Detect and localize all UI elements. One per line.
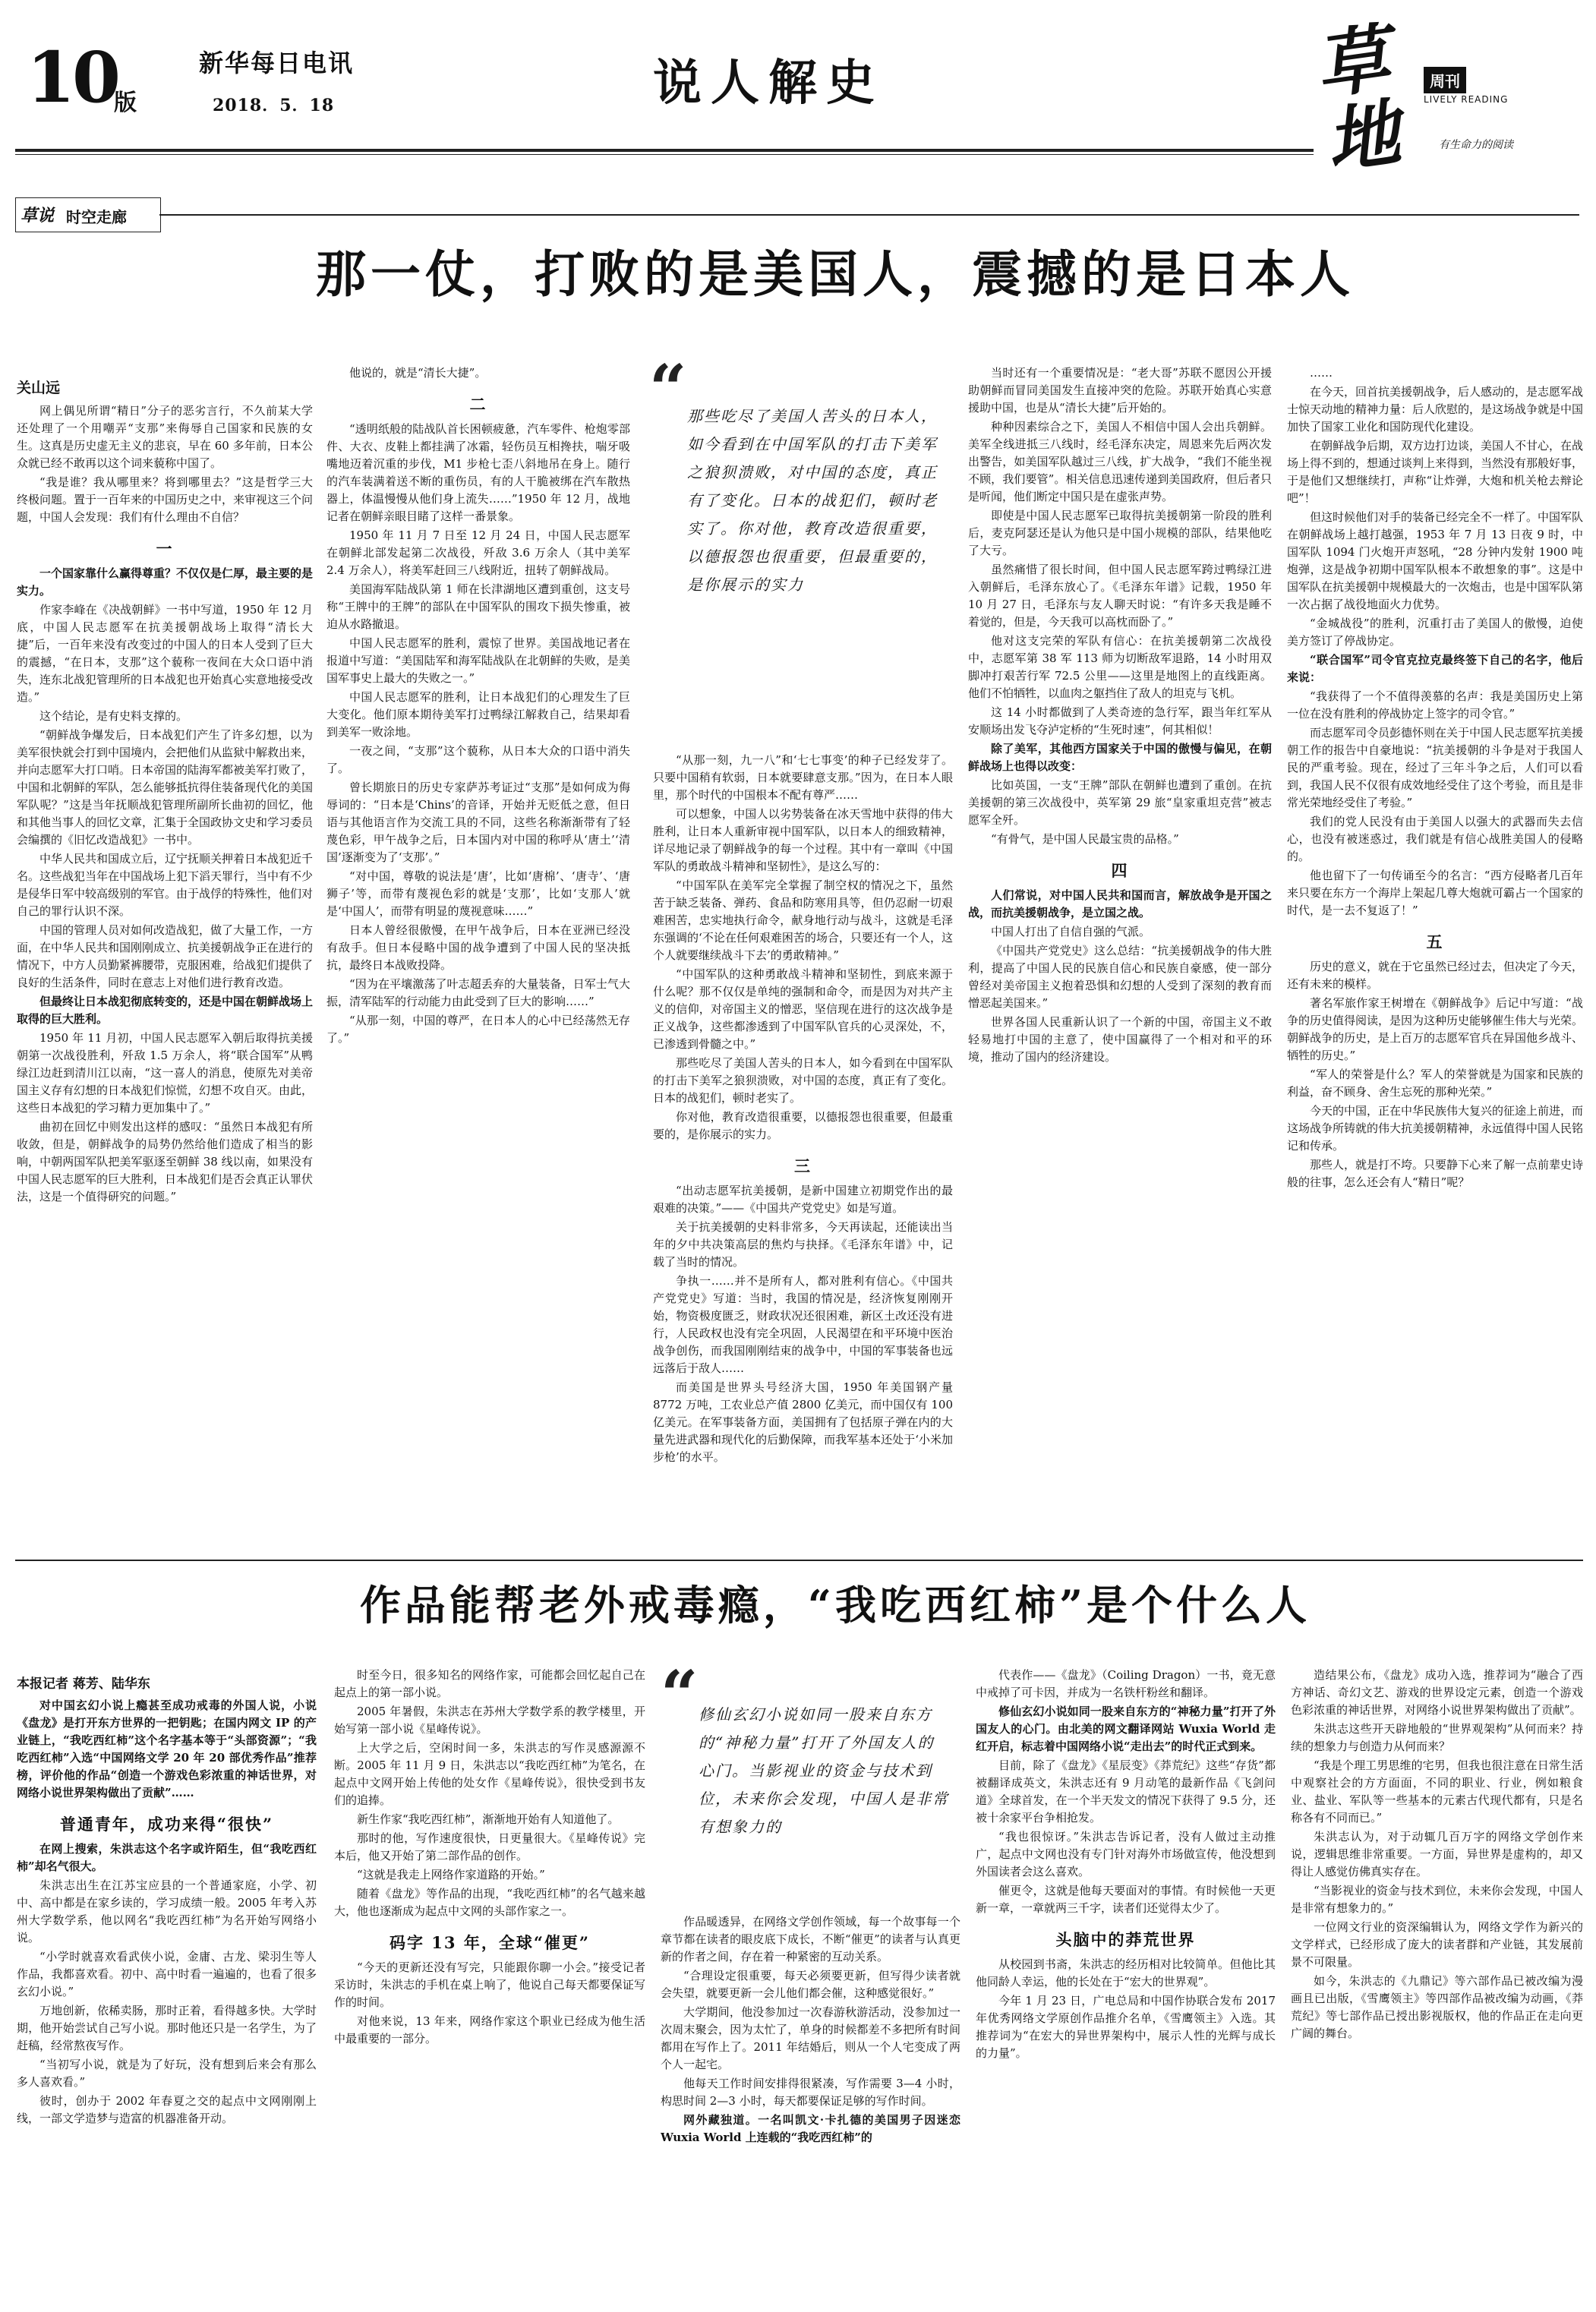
article2-paragraph: “合理设定很重要，每天必须要更新，但写得少读者就会失望，就要更新一会儿他们都会催，这种感觉很好。” — [661, 1969, 960, 2000]
article2-column-5 — [1291, 1667, 1583, 2297]
article2-paragraph: 随着《盘龙》等作品的出现，“我吃西红柿”的名气越来越大，他也逐渐成为起点中文网的头部作家之一。 — [334, 1887, 645, 1918]
article1-paragraph: 这 14 小时都做到了人类奇迹的急行军，跟当年红军从安顺场出发飞夺泸定桥的“生死时速”，何其相似！ — [968, 705, 1272, 736]
article2-paragraph: 造结果公布，《盘龙》成功入选，推荐词为“融合了西方神话、奇幻文艺、游戏的世界设定元素，创造一个游戏色彩浓重的神话世界，对网络小说世界架构做出了贡献”。 — [1291, 1668, 1583, 1717]
header-rule-thin — [15, 154, 1314, 155]
article1-lead: 人们常说，对中国人民共和国而言，解放战争是开国之战，而抗美援朝战争，是立国之战。 — [968, 888, 1272, 919]
article2-column-3 — [661, 1913, 960, 2297]
article2-subheading: 码字 13 年，全球“催更” — [389, 1933, 590, 1952]
paper-name: 新华每日电讯 — [199, 49, 355, 77]
article1-paragraph: 而美国是世界头号经济大国，1950 年美国钢产量 8772 万吨，工农业总产值 2800 亿美元，而中国仅有 100 亿美元。在军事装备方面，美国拥有了包括原子弹在内的大量先进武器和现代化的后勤保障，而我军基本还处于‘小米加步枪’的水平。 — [653, 1380, 953, 1464]
article1-paragraph: “有骨气，是中国人民最宝贵的品格。” — [991, 832, 1179, 846]
article2-paragraph: 作品暖透异，在网络文学创作领域，每一个故事每一个章节都在读者的眼皮底下成长，不断“催更”的读者与认真更新的作者之间，存在着一种紧密的互动关系。 — [661, 1915, 960, 1963]
article1-paragraph: 但这时候他们对手的装备已经完全不一样了。中国军队在朝鲜战场上越打越强，1953 年 7 月 13 日夜 9 时，中国军队 1094 门火炮开声怒吼，“28 分钟内发射 1900 吨炮弹，这是战争初期中国军队根本不敢想象的事”。这是中国军队在抗美援朝中规模最大的一次炮击，也是中国军队第一次占据了战役地面火力优势。 — [1287, 510, 1583, 611]
article2-paragraph: “今天的更新还没有写完，只能跟你聊一小会。”接受记者采访时，朱洪志的手机在桌上响了，他说自己每天都要保证写作的时间。 — [334, 1960, 645, 2009]
section-numeral: 五 — [1426, 932, 1444, 951]
article2-column-2 — [334, 1667, 645, 2297]
article1-paragraph: “透明纸般的陆战队首长困顿疲惫，汽车零件、枪炮零部件、大衣、皮鞋上都挂满了冰霜，轻伤员互相搀扶，喘牙吸嘴地迈着沉重的步伐，M1 步枪七歪八斜地吊在身上。随行的汽车装满着送不断的重伤员，有的人干脆被绑在汽车散热器上，体温慢慢从他们身上流失……”1950 年 12 月，战地记者在朝鲜亲眼目睹了这样一番景象。 — [326, 422, 630, 523]
article1-author: 关山远 — [17, 380, 61, 396]
article2-headline: 作品能帮老外戒毒瘾，“我吃西红柿”是个什么人 — [359, 1581, 1311, 1629]
article2-paragraph: 彼时，创办于 2002 年春夏之交的起点中文网刚刚上线，一部文学造梦与造富的机器准备开动。 — [17, 2094, 317, 2125]
logo-tagline: 有生命力的阅读 — [1439, 139, 1513, 151]
article2-pull-quote: 修仙玄幻小说如同一股来自东方的“神秘力量”打开了外国友人的心门。当影视业的资金与技术到位，未来你会发现，中国人是非常有想象力的 — [699, 1705, 949, 1836]
article1-paragraph: “因为在平壤激荡了叶志超丢弃的大量装备，日军士气大振，清军陆军的行动能力由此受到了巨大的影响……” — [326, 977, 630, 1008]
article2-paragraph: “我是个理工男思维的宅男，但我也很注意在日常生活中观察社会的方方面面，不同的职业、行业，例如粮食业、盐业、军队等一些基本的元素古代现代都有，只是名称各有不同而已。” — [1291, 1758, 1583, 1825]
article2-paragraph: 新生作家“我吃西红柿”，渐渐地开始有人知道他了。 — [357, 1812, 620, 1826]
article1-paragraph: 1950 年 11 月 7 日至 12 月 24 日，中国人民志愿军在朝鲜北部发起第二次战役，歼敌 3.6 万余人（其中美军 2.4 万余人），将美军赶回三八线附近，扭转了朝鲜战局。 — [326, 528, 630, 577]
article2-paragraph: 一位网文行业的资深编辑认为，网络文学作为新兴的文学样式，已经形成了庞大的读者群和产业链，其发展前景不可限量。 — [1291, 1920, 1583, 1969]
article2-paragraph: 朱洪志出生在江苏宝应县的一个普通家庭，小学、初中、高中都是在家乡读的，学习成绩一般。2005 年考入苏州大学数学系，他以网名“我吃西红柿”为名开始写网络小说。 — [17, 1878, 317, 1945]
article1-headline: 那一仗，打败的是美国人，震撼的是日本人 — [316, 244, 1355, 304]
article1-paragraph: 中华人民共和国成立后，辽宁抚顺关押着日本战犯近千名。这些战犯当年在中国战场上犯下滔天罪行，当中有不少是侵华日军中较高级别的军官。由于战俘的特殊性，他们对自己的罪行认识不深。 — [17, 852, 313, 918]
page-number: 10 — [27, 36, 118, 118]
weekly-badge: 周刊 — [1424, 67, 1466, 93]
article1-paragraph: 可以想象，中国人以劣势装备在冰天雪地中获得的伟大胜利，让日本人重新审视中国军队，以日本人的细致精神，详尽地记录了朝鲜战争的每一个过程。其中有一章叫《中国军队的勇敢战斗精神和坚韧性》，是这么写的： — [653, 807, 953, 873]
article2-lead: 对中国玄幻小说上瘾甚至成功戒毒的外国人说，小说《盘龙》是打开东方世界的一把钥匙；在国内网文 IP 的产业链上，“我吃西红柿”这个名字基本等于“头部资源”；“我吃西红柿”入选“中国网络文学 20 年 20 部优秀作品”推荐榜，评价他的作品“创造一个游戏色彩浓重的神话世界，对网络小说世界架构做出了贡献”…… — [17, 1699, 317, 1799]
article1-paragraph: …… — [1310, 366, 1333, 380]
article2-paragraph: 他每天工作时间安排得很紧凑，写作需要 3—4 小时，构思时间 2—3 小时，每天都要保证足够的写作时间。 — [661, 2077, 960, 2108]
article1-paragraph: 世界各国人民重新认识了一个新的中国，帝国主义不敢轻易地打中国的主意了，使中国赢得了一个相对和平的环境，推动了国内的经济建设。 — [968, 1015, 1272, 1064]
article2-paragraph: 朱洪志这些开天辟地般的“世界观架构”从何而来？持续的想象力与创造力从何而来？ — [1291, 1722, 1583, 1753]
article1-column-3 — [653, 752, 953, 1541]
article1-paragraph: 他也留下了一句传诵至今的名言：“西方侵略者几百年来只要在东方一个海岸上架起几尊大炮就可霸占一个国家的时代，是一去不复返了！” — [1287, 869, 1583, 917]
article1-paragraph: “中国军队在美军完全掌握了制空权的情况之下，虽然苦于缺乏装备、弹药、食品和防寒用具等，但仍忍耐一切艰难困苦，忠实地执行命令，献身地行动与战斗，这就是毛泽东强调的‘不论在任何艰难困苦的场合，只要还有一个人，这个人就要继续战斗下去’的勇敢精神。” — [653, 878, 953, 962]
article1-paragraph: 历史的意义，就在于它虽然已经过去，但决定了今天，还有未来的模样。 — [1287, 960, 1583, 991]
article1-paragraph: 美国海军陆战队第 1 师在长津湖地区遭到重创，这支号称“王牌中的王牌”的部队在中国军队的围攻下损失惨重，被迫从水路撤退。 — [326, 582, 630, 631]
article1-paragraph: 比如英国，一支“王牌”部队在朝鲜也遭到了重创。在抗美援朝的第三次战役中，英军第 29 旅“皇家重坦克营”被志愿军全歼。 — [968, 778, 1272, 827]
article2-subheading: 头脑中的莽荒世界 — [1055, 1930, 1196, 1949]
header-rule-thick — [15, 149, 1314, 152]
article2-paragraph: 代表作——《盘龙》（Coiling Dragon）一书，竟无意中戒掉了可卡因，并成为一名铁杆粉丝和翻译。 — [976, 1668, 1276, 1699]
article1-paragraph: 当时还有一个重要情况是：“老大哥”苏联不愿因公开援助朝鲜而冒同美国发生直接冲突的危险。苏联开始真心实意援助中国，也是从“清长大捷”后开始的。 — [968, 366, 1272, 415]
article1-paragraph: “从那一刻，中国的尊严，在日本人的心中已经荡然无存了。” — [326, 1014, 630, 1045]
article2-paragraph: 2005 年暑假，朱洪志在苏州大学数学系的教学楼里，开始写第一部小说《星峰传说》。 — [334, 1705, 645, 1736]
article2-paragraph: 修仙玄幻小说如同一股来自东方的“神秘力量”打开了外国友人的心门。由北美的网文翻译网站 Wuxia World 走红开启，标志着中国网络小说“走出去”的时代正式到来。 — [976, 1705, 1276, 1753]
article1-paragraph: 中国人民志愿军的胜利，让日本战犯们的心理发生了巨大变化。他们原本期待美军打过鸭绿江解救自己，结果却看到美军一败涂地。 — [326, 690, 630, 739]
article1-paragraph: 种种因素综合之下，美国人不相信中国人会出兵朝鲜。美军全线进抵三八线时，经毛泽东决定，周恩来先后两次发出警告，如美国军队越过三八线，扩大战争，“我们不能坐视不顾，我们要管”。相关信息迅速传递到美国政府，但后者只是听闻，他们断定中国只是在虚张声势。 — [968, 420, 1272, 503]
weekly-subtitle: LIVELY READING — [1424, 94, 1509, 105]
column-tag-label: 时空走廊 — [66, 208, 127, 226]
article2-paragraph: “小学时就喜欢看武侠小说，金庸、古龙、梁羽生等人作品，我都喜欢看。初中、高中时看一遍遍的，也看了很多玄幻小说。” — [17, 1950, 317, 1998]
article2-paragraph: “我也很惊讶。”朱洪志告诉记者，没有人做过主动推广，起点中文网也没有专门针对海外市场做宣传，他没想到外国读者会这么喜欢。 — [976, 1830, 1276, 1878]
article1-paragraph: 在今天，回首抗美援朝战争，后人感动的，是志愿军战士惊天动地的精神力量：后人欣慰的，是这场战争就是中国加快了国家工业化和国防现代化建设。 — [1287, 385, 1583, 434]
article1-paragraph: 《中国共产党党史》这么总结：“抗美援朝战争的伟大胜利，提高了中国人民的民族自信心和民族自豪感，使一部分曾经对美帝国主义抱着恐惧和幻想的人受到了深刻的教育而憎恶起美国来。” — [968, 944, 1272, 1010]
masthead-logo-text: 草地 — [1310, 14, 1405, 185]
article1-paragraph: “金城战役”的胜利，沉重打击了美国人的傲慢，迫使美方签订了停战协定。 — [1287, 617, 1583, 648]
section-title: 说人解史 — [653, 55, 884, 112]
article2-paragraph: 万地创新，依稀卖肠，那时正着，看得越多快。大学时期，他开始尝试自己写小说。那时他还只是一名学生，为了赶稿，经常熬夜写作。 — [17, 2004, 317, 2052]
article1-paragraph: 今天的中国，正在中华民族伟大复兴的征途上前进，而这场战争所铸就的伟大抗美援朝精神，永远值得中国人民铭记和传承。 — [1287, 1104, 1583, 1153]
article1-paragraph: 一夜之间，“支那”这个藐称，从日本大众的口语中消失了。 — [326, 744, 630, 775]
article2-lead: 网外藏独道。一名叫凯文·卡扎德的美国男子因迷恋 Wuxia World 上连载的“我吃西红柿”的 — [661, 2113, 960, 2144]
article1-paragraph: 而志愿军司令员彭德怀则在关于中国人民志愿军抗美援朝工作的报告中自豪地说：“抗美援朝的斗争是对于我国人民的严重考验。现在，经过了三年斗争之后，人们可以看到，我国人民不仅很有成效地经受住了这个考验，而且是非常光荣地经受住了考验。” — [1287, 726, 1583, 809]
article-divider — [15, 1560, 1583, 1561]
article1-column-4 — [968, 364, 1272, 1541]
article1-paragraph: 争执一……并不是所有人，都对胜利有信心。《中国共产党党史》写道：当时，我国的情况是，经济恢复刚刚开始，物资极度匮乏，财政状况还很困难，新区土改还没有进行，人民政权也没有完全巩固，人民渴望在和平环境中医治战争创伤，而我国刚刚结束的战争中，中国的军事装备也远远落后于敌人…… — [653, 1274, 953, 1375]
article1-paragraph: “我是谁？我从哪里来？将到哪里去？”这是哲学三大终极问题。置于一百年来的中国历史之中，来审视这三个问题，中国人会发现：我们有什么理由不自信？ — [17, 475, 313, 524]
column-tag — [15, 197, 161, 232]
article1-paragraph: 著名军旅作家王树增在《朝鲜战争》后记中写道：“战争的历史值得阅读，是因为这种历史能够催生伟大与光荣。朝鲜战争的历史，是上百万的志愿军官兵在异国他乡战斗、牺牲的历史。” — [1287, 996, 1583, 1062]
article1-paragraph: 在朝鲜战争后期，双方边打边谈，美国人不甘心，在战场上得不到的，想通过谈判上来得到，当然没有那般好事，于是他们又想继续打，声称“让炸弹，大炮和机关枪去辩论吧”！ — [1287, 439, 1583, 505]
article2-paragraph: 那时的他，写作速度很快，日更量很大。《星峰传说》完本后，他又开始了第二部作品的创作。 — [334, 1831, 645, 1863]
article1-lead: 除了美军，其他西方国家关于中国的傲慢与偏见，在朝鲜战场上也得以改变： — [968, 742, 1272, 773]
article1-paragraph: “出动志愿军抗美援朝，是新中国建立初期党作出的最艰难的决策。”——《中国共产党党史》如是写道。 — [653, 1184, 953, 1215]
article2-column-1 — [17, 1697, 317, 2297]
article2-paragraph: 大学期间，他没参加过一次春游秋游活动，没参加过一次周末聚会，因为太忙了，单身的时候都差不多把所有时间都用在写作上了。2011 年结婚后，则从一个人宅变成了两个人一起宅。 — [661, 2005, 960, 2071]
section-numeral: 四 — [1111, 861, 1129, 880]
article1-paragraph: 那些吃尽了美国人苦头的日本人，如今看到在中国军队的打击下美军之狼狈溃败，对中国的态度，真正有了变化。日本的战犯们，顿时老实了。 — [653, 1056, 953, 1105]
article1-paragraph: 我们的党人民没有由于美国人以强大的武器而失去信心，也没有被迷惑过，我们就是有信心战胜美国人的侵略的。 — [1287, 815, 1583, 863]
article2-quote-mark: “ — [661, 1657, 699, 1733]
article2-paragraph: 从校园到书斋，朱洪志的经历相对比较简单。但他比其他同龄人幸运，他的长处在于“宏大的世界观”。 — [976, 1957, 1276, 1989]
article1-paragraph: 中国人民志愿军的胜利，震惊了世界。美国战地记者在报道中写道：“美国陆军和海军陆战队在北朝鲜的失败，是美国军事史上最大的失败之一。” — [326, 636, 630, 685]
article2-byline: 本报记者 蒋芳、陆华东 — [17, 1676, 150, 1692]
article1-column-1 — [17, 402, 313, 1541]
page-header — [0, 0, 1596, 190]
article2-paragraph: “当影视业的资金与技术到位，未来你会发现，中国人是非常有想象力的。” — [1291, 1884, 1583, 1915]
article1-paragraph: 即使是中国人民志愿军已取得抗美援朝第一阶段的胜利后，麦克阿瑟还是认为他只是中国小规模的部队，结果他吃了大亏。 — [968, 509, 1272, 557]
article1-paragraph: “中国军队的这种勇敢战斗精神和坚韧性，到底来源于什么呢？那不仅仅是单纯的强制和命令，而是因为对共产主义的信仰，对帝国主义的憎恶，坚信现在进行的这次战争是正义战争，这些都渗透到了中国军队官兵的心灵深处，不，已渗透到骨髓之中。” — [653, 967, 953, 1051]
article1-paragraph: 网上偶见所谓“精日”分子的恶劣言行，不久前某大学还处理了一个用嘲弄“支那”来侮辱自己国家和民族的女生。这真是历史虚无主义的悲哀，早在 60 多年前，日本公众就已经不敢再以这个词来藐称中国了。 — [17, 404, 313, 470]
article2-paragraph: 催更令，这就是他每天要面对的事情。有时候他一天更新一章，一章就两三千字，读者们还觉得太少了。 — [976, 1884, 1276, 1915]
article1-paragraph: 作家李峰在《决战朝鲜》一书中写道，1950 年 12 月底，中国人民志愿军在抗美援朝战场上取得“清长大捷”后，一百年来没有改变过的中国人的日本人受到了巨大的震撼，“在日本，支那”这个藐称一夜间在大众口语中消失，连东北战犯管理所的日本战犯也开始真心实意地接受改造。” — [17, 603, 313, 704]
section-numeral: 二 — [469, 395, 487, 414]
article1-paragraph: 曾长期旅日的历史专家萨苏考证过“支那”是如何成为侮辱词的：“日本是‘Chins’的音译，开始并无贬低之意，但日语与其他语言作为交流工具的不同，这些名称渐渐带有了轻蔑色彩，甲午战争之后，日本国内对中国的称呼从‘唐土’‘清国’逐渐变为了‘支那’。” — [326, 781, 630, 864]
article1-paragraph: “对中国，尊敬的说法是‘唐’，比如‘唐棉’、‘唐寺’、‘唐狮子’等，而带有蔑视色彩的就是‘支那’，比如‘支那人’就是‘中国人’，而带有明显的蔑视意味……” — [326, 869, 630, 918]
article1-paragraph: 你对他，教育改造很重要，以德报怨也很重要，但最重要的，是你展示的实力。 — [653, 1110, 953, 1141]
article1-column-2 — [326, 364, 630, 1541]
article1-column-5 — [1287, 364, 1583, 1541]
article1-lead: 但最终让日本战犯彻底转变的，还是中国在朝鲜战场上取得的巨大胜利。 — [17, 995, 313, 1026]
article1-paragraph: 中国的管理人员对如何改造战犯，做了大量工作，一方面，在中华人民共和国刚刚成立、抗美援朝战争正在进行的情况下，中方人员勤紧裤腰带，克服困难，给战犯们提供了良好的生活条件，同时在意志上对他们进行教育改造。 — [17, 923, 313, 989]
article1-paragraph: “军人的荣誉是什么？军人的荣誉就是为国家和民族的利益，奋不顾身、舍生忘死的那种光荣。” — [1287, 1068, 1583, 1099]
article1-paragraph: “从那一刻，九一八”和‘七七事变’的种子已经发芽了。只要中国稍有软弱，日本就要肆意支那。”因为，在日本人眼里，那个时代的中国根本不配有尊严…… — [653, 753, 953, 802]
article2-paragraph: 目前，除了《盘龙》《星辰变》《莽荒纪》这些“存货”都被翻译成英文，朱洪志还有 9 月动笔的最新作品《飞剑问道》全球首发，在一个半天发文的情况下获得了 9.5 分，还被十余家平台争相抢发。 — [976, 1758, 1276, 1825]
article2-paragraph: 如今，朱洪志的《九鼎记》等六部作品已被改编为漫画且已出版，《雪鹰领主》等四部作品被改编为动画，《莽荒纪》等七部作品已授出影视版权，他的作品正在走向更广阔的舞台。 — [1291, 1974, 1583, 2040]
column-tag-rule — [159, 214, 1579, 216]
issue-date: 2018．5．18 — [213, 96, 335, 115]
article1-paragraph: 他说的，就是“清长大捷”。 — [349, 366, 487, 380]
article2-paragraph: 今年 1 月 23 日，广电总局和中国作协联合发布 2017 年优秀网络文学原创作品推介名单，《雪鹰领主》入选。其推荐词为“在宏大的异世界架构中，展示人性的光辉与成长的力量”。 — [976, 1994, 1276, 2060]
article2-paragraph: 朱洪志认为，对于动辄几百万字的网络文学创作来说，逻辑思维非常重要。一方面，异世界是虚构的，却又得让人感觉仿佛真实存在。 — [1291, 1830, 1583, 1878]
article2-paragraph: 上大学之后，空闲时间一多，朱洪志的写作灵感源源不断。2005 年 11 月 9 日，朱洪志以“我吃西红柿”为笔名，在起点中文网开始上传他的处女作《星峰传说》，很快受到书友们的追捧。 — [334, 1741, 645, 1807]
page-suffix: 版 — [114, 90, 137, 116]
article2-paragraph: “这就是我走上网络作家道路的开始。” — [357, 1868, 545, 1881]
article2-subheading: 普通青年，成功来得“很快” — [59, 1815, 274, 1834]
article1-paragraph: 这个结论，是有史料支撑的。 — [39, 709, 188, 723]
article1-paragraph: 虽然痛惜了很长时间，但中国人民志愿军跨过鸭绿江进入朝鲜后，毛泽东放心了。《毛泽东年谱》记载，1950 年 10 月 27 日，毛泽东与友人聊天时说：“有许多天我是睡不着觉的，但是，今天我可以高枕而卧了。” — [968, 563, 1272, 629]
article1-paragraph: 曲初在回忆中则发出这样的感叹：“虽然日本战犯有所收敛，但是，朝鲜战争的局势仍然给他们造成了相当的影响，中朝两国军队把美军驱逐至朝鲜 38 线以南，如果没有中国人民志愿军的巨大胜利，日本战犯们是否会真正认罪伏法，这是一个值得研究的问题。” — [17, 1120, 313, 1203]
column-tag-logo: 草说 — [21, 206, 55, 226]
article1-paragraph: 中国人打出了自信自强的气派。 — [991, 925, 1151, 938]
article2-paragraph: 对他来说，13 年来，网络作家这个职业已经成为他生活中最重要的一部分。 — [334, 2014, 645, 2045]
article2-column-4 — [976, 1667, 1276, 2297]
article1-paragraph: 他对这支完荣的军队有信心：在抗美援朝第二次战役中，志愿军第 38 军 113 师为切断敌军退路，14 小时用双脚冲打艰苦行军 72.5 公里——这里是地图上的直线距离。他们不怕牺牲，以血肉之躯挡住了敌人的坦克与飞机。 — [968, 634, 1272, 700]
article2-lead: 在网上搜索，朱洪志这个名字或许陌生，但“我吃西红柿”却名气很大。 — [17, 1842, 317, 1873]
article1-pull-quote: 那些吃尽了美国人苦头的日本人，如今看到在中国军队的打击下美军之狼狈溃败，对中国的态度，真正有了变化。日本的战犯们，顿时老实了。你对他，教育改造很重要，以德报怨也很重要，但最重要的，是你展示的实力 — [687, 407, 938, 594]
section-numeral: 一 — [156, 539, 174, 558]
article1-paragraph: 日本人曾经很傲慢，在甲午战争后，日本在亚洲已经没有敌手。但日本侵略中国的战争遭到了中国人民的坚决抵抗，最终日本战败投降。 — [326, 923, 630, 972]
article1-paragraph: 关于抗美援朝的史料非常多，今天再读起，还能读出当年的夕中共决策高层的焦灼与抉择。《毛泽东年谱》中，记载了当时的情况。 — [653, 1220, 953, 1269]
article1-lead: “联合国军”司令官克拉克最终签下自己的名字，他后来说： — [1287, 653, 1583, 684]
article1-paragraph: “我获得了一个不值得羡慕的名声：我是美国历史上第一位在没有胜利的停战协定上签字的司令官。” — [1287, 689, 1583, 721]
article1-paragraph: 1950 年 11 月初，中国人民志愿军入朝后取得抗美援朝第一次战役胜利，歼敌 1.5 万余人，将“联合国军”从鸭绿江边赶到清川江以南，“这一喜人的消息，使原先对美帝国主义存有幻想的日本战犯们惊慌，幻想不攻自灭。由此，这些日本战犯的学习精力更加集中了。” — [17, 1031, 313, 1115]
article1-paragraph: “朝鲜战争爆发后，日本战犯们产生了许多幻想，以为美军很快就会打到中国境内，会把他们从监狱中解救出来，并向志愿军大打口哨。日本帝国的陆海军都被美军打败了，中国和北朝鲜的军队，怎么能够抵抗得住装备现代化的美国军队呢？”这是当年抚顺战犯管理所副所长曲初的回忆，他和其他当事人的回忆文章，汇集于全国政协文史和学习委员会编撰的《旧忆改造战犯》一书中。 — [17, 728, 313, 847]
article2-paragraph: “当初写小说，就是为了好玩，没有想到后来会有那么多人喜欢看。” — [17, 2058, 317, 2089]
article2-paragraph: 时至今日，很多知名的网络作家，可能都会回忆起自己在起点上的第一部小说。 — [334, 1668, 645, 1699]
article1-quote-mark: “ — [649, 351, 687, 427]
article1-paragraph: 那些人，就是打不垮。只要静下心来了解一点前辈史诗般的往事，怎么还会有人“精日”呢？ — [1287, 1158, 1583, 1189]
article1-lead: 一个国家靠什么赢得尊重？不仅仅是仁厚，最主要的是实力。 — [17, 566, 313, 598]
section-numeral: 三 — [794, 1156, 812, 1175]
masthead-logo — [1306, 14, 1534, 185]
